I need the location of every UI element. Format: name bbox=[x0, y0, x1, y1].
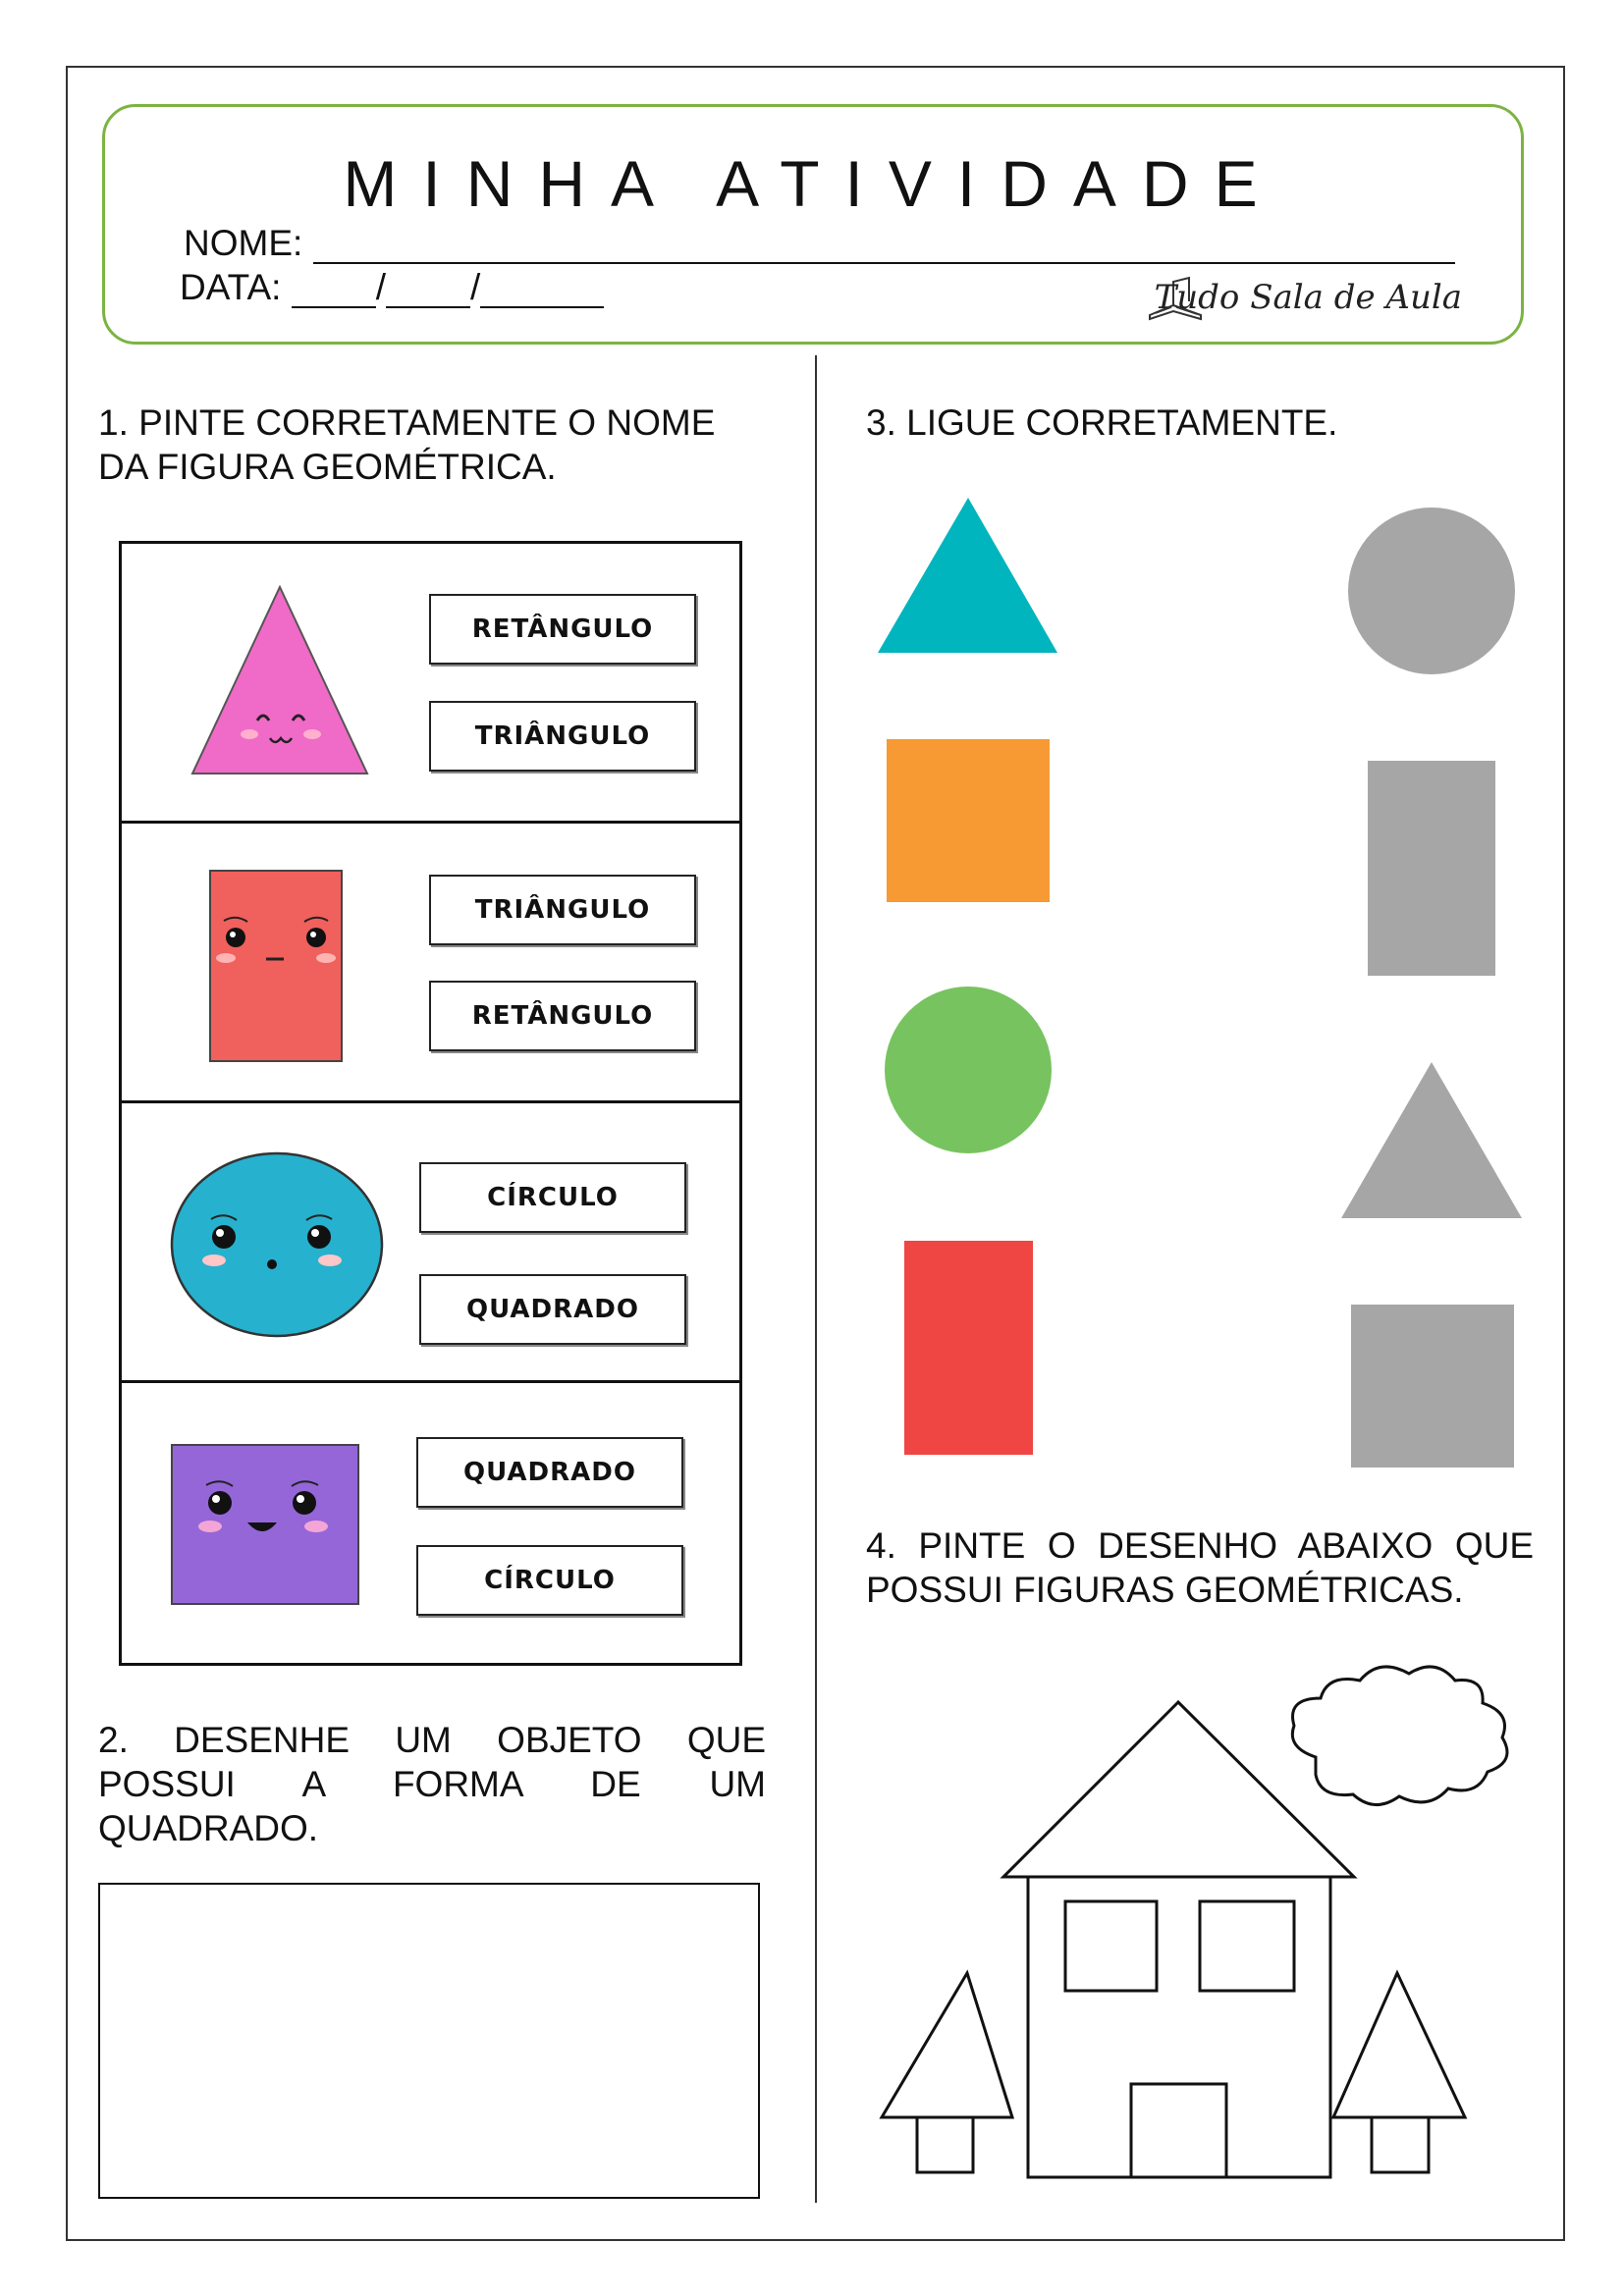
date-separator: / bbox=[375, 267, 387, 307]
rectangle-icon[interactable] bbox=[904, 1241, 1033, 1455]
date-day-field[interactable] bbox=[292, 275, 376, 308]
q1-row bbox=[122, 544, 739, 824]
q1-prompt-line: DA FIGURA GEOMÉTRICA. bbox=[98, 447, 557, 487]
q2-prompt-line: POSSUI A FORMA DE UM bbox=[98, 1764, 766, 1804]
q3-prompt: 3. LIGUE CORRETAMENTE. bbox=[866, 402, 1338, 443]
triangle-face-icon bbox=[187, 583, 373, 779]
option-circulo-button[interactable]: CÍRCULO bbox=[416, 1545, 683, 1616]
q4-prompt-line: POSSUI FIGURAS GEOMÉTRICAS. bbox=[866, 1570, 1464, 1610]
brand-logo: Tudo Sala de Aula bbox=[1154, 278, 1462, 317]
q1-table bbox=[119, 541, 742, 1666]
q4-prompt-line: 4. PINTE O DESENHO ABAIXO QUE bbox=[866, 1525, 1534, 1566]
square-icon[interactable] bbox=[1351, 1305, 1514, 1468]
rectangle-icon[interactable] bbox=[1368, 761, 1495, 976]
option-triangulo-button[interactable]: TRIÂNGULO bbox=[429, 875, 696, 945]
name-line bbox=[184, 223, 1455, 264]
option-quadrado-button[interactable]: QUADRADO bbox=[416, 1437, 683, 1508]
name-field[interactable] bbox=[313, 231, 1455, 264]
column-divider bbox=[815, 355, 817, 2203]
option-retangulo-button[interactable]: RETÂNGULO bbox=[429, 981, 696, 1051]
q1-row bbox=[122, 824, 739, 1103]
square-icon[interactable] bbox=[887, 739, 1050, 902]
date-label: DATA: bbox=[180, 267, 282, 307]
q4-prompt bbox=[866, 1523, 1534, 1612]
circle-icon[interactable] bbox=[1348, 507, 1515, 674]
q2-prompt-line: 2. DESENHE UM OBJETO QUE bbox=[98, 1720, 766, 1760]
date-month-field[interactable] bbox=[386, 275, 470, 308]
circle-face-icon bbox=[168, 1148, 386, 1341]
q2-prompt bbox=[98, 1718, 766, 1850]
date-year-field[interactable] bbox=[480, 275, 604, 308]
q1-row bbox=[122, 1103, 739, 1383]
q1-prompt bbox=[98, 400, 766, 489]
q1-row bbox=[122, 1383, 739, 1663]
date-line bbox=[180, 267, 604, 308]
drawing-area[interactable] bbox=[98, 1883, 760, 2199]
option-quadrado-button[interactable]: QUADRADO bbox=[419, 1274, 686, 1345]
option-circulo-button[interactable]: CÍRCULO bbox=[419, 1162, 686, 1233]
page-title: MINHA ATIVIDADE bbox=[343, 147, 1283, 220]
rectangle-face-icon bbox=[206, 867, 346, 1065]
option-retangulo-button[interactable]: RETÂNGULO bbox=[429, 594, 696, 665]
header-box bbox=[102, 104, 1524, 345]
q2-prompt-line: QUADRADO. bbox=[98, 1808, 319, 1848]
q1-prompt-line: 1. PINTE CORRETAMENTE O NOME bbox=[98, 402, 716, 443]
date-separator: / bbox=[470, 267, 481, 307]
name-label: NOME: bbox=[184, 223, 303, 263]
square-face-icon bbox=[169, 1442, 361, 1607]
option-triangulo-button[interactable]: TRIÂNGULO bbox=[429, 701, 696, 772]
circle-icon[interactable] bbox=[885, 987, 1052, 1153]
